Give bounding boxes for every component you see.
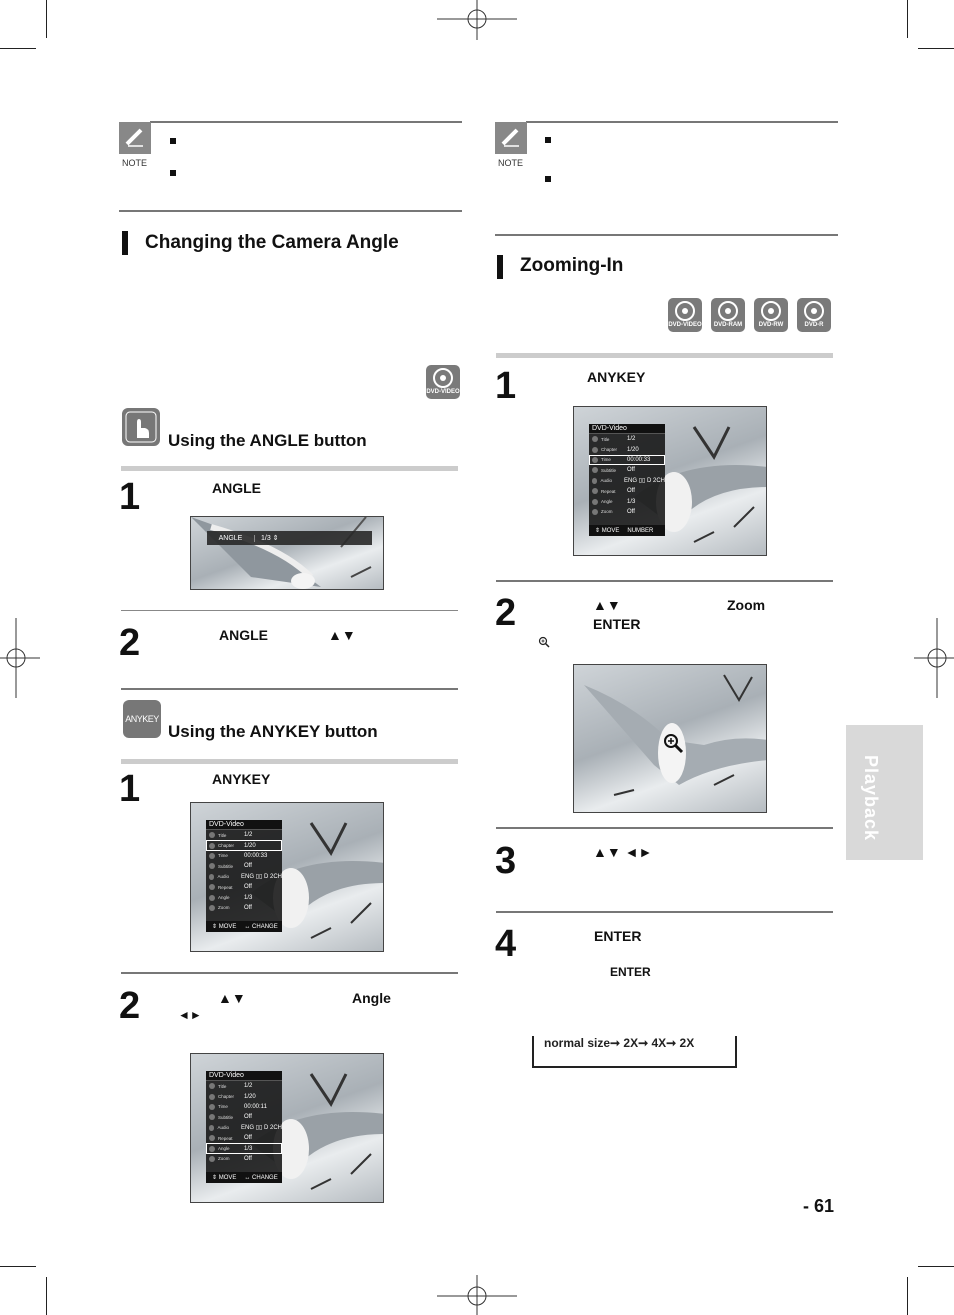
angle-menu-label: Angle bbox=[352, 990, 391, 1006]
registration-mark bbox=[914, 618, 954, 698]
anykey-osd-screenshot-a bbox=[190, 802, 384, 952]
zoom-cursor-screenshot bbox=[573, 664, 767, 813]
step-rule bbox=[496, 911, 833, 913]
note-bullet bbox=[170, 170, 176, 176]
note-top-rule bbox=[150, 121, 462, 123]
dvd-rw-disc-icon: DVD-RW bbox=[754, 298, 788, 332]
osd-footer-move: ⇕ MOVE bbox=[212, 1175, 237, 1181]
crop-mark bbox=[907, 1277, 908, 1315]
enter-button-label: ENTER bbox=[593, 616, 641, 632]
step-number: 4 bbox=[495, 923, 517, 965]
step-rule bbox=[121, 972, 458, 974]
osd-header: DVD-Video bbox=[206, 820, 282, 830]
hand-remote-icon bbox=[122, 408, 160, 446]
note-bullet bbox=[170, 138, 176, 144]
dvd-video-disc-icon: DVD-VIDEO bbox=[668, 298, 702, 332]
angle-osd-label: ANGLE bbox=[207, 535, 255, 542]
step-number: 3 bbox=[495, 840, 517, 882]
page-number: - 61 bbox=[803, 1196, 835, 1216]
step-rule bbox=[121, 688, 458, 690]
crop-mark bbox=[0, 1266, 36, 1267]
up-down-arrows: ▲▼ bbox=[218, 990, 246, 1006]
step-number: 2 bbox=[119, 985, 141, 1027]
enter-button-label: ENTER bbox=[610, 965, 651, 979]
angle-osd-bar bbox=[207, 531, 372, 545]
step-number: 2 bbox=[119, 622, 141, 664]
step-number: 1 bbox=[119, 476, 141, 518]
osd-menu: DVD-Video Title 1/2 Chapter 1/20 Time 00:00:33 Subtitle Off Audio ENG ▯▯ D 2CH Repeat Off Angle 1/3 Zoom Off ⇕ MOVE NUMBER bbox=[589, 424, 665, 536]
direction-arrows: ▲▼ ◄► bbox=[593, 844, 653, 860]
step-number: 1 bbox=[495, 365, 517, 407]
step-rule bbox=[496, 827, 833, 829]
step-rule bbox=[496, 353, 833, 358]
section-title-zooming-in: Zooming-In bbox=[520, 255, 624, 276]
subsection-title-anykey-button: Using the ANYKEY button bbox=[168, 722, 378, 741]
step-rule bbox=[121, 466, 458, 471]
osd-menu: DVD-Video Title 1/2 Chapter 1/20 Time 00:00:33 Subtitle Off Audio ENG ▯▯ D 2CH Repeat Off Angle 1/3 Zoom Off ⇕ MOVE ↔ CHANGE bbox=[206, 820, 282, 932]
step-number: 1 bbox=[119, 768, 141, 810]
angle-button-label: ANGLE bbox=[212, 480, 261, 496]
registration-mark bbox=[0, 618, 40, 698]
dvd-video-disc-icon: DVD-VIDEO bbox=[426, 365, 460, 399]
playback-side-tab bbox=[846, 725, 923, 860]
anykey-remote-icon: ANYKEY bbox=[123, 700, 161, 738]
osd-header: DVD-Video bbox=[206, 1071, 282, 1081]
note-label: NOTE bbox=[498, 158, 524, 168]
osd-menu: DVD-Video Title 1/2 Chapter 1/20 Time 00:00:11 Subtitle Off Audio ENG ▯▯ D 2CH Repeat Off Angle 1/3 Zoom Off ⇕ MOVE ↔ CHANGE bbox=[206, 1071, 282, 1183]
note-bullet bbox=[545, 137, 551, 143]
note-bullet bbox=[545, 176, 551, 182]
dvd-ram-disc-icon: DVD-RAM bbox=[711, 298, 745, 332]
osd-footer-move: ⇕ MOVE bbox=[595, 528, 620, 534]
section-bar bbox=[497, 255, 503, 279]
crop-mark bbox=[0, 48, 36, 49]
left-right-arrows: ◄► bbox=[178, 1008, 202, 1022]
section-bar bbox=[122, 231, 128, 255]
registration-mark bbox=[437, 0, 517, 40]
up-down-arrows: ▲▼ bbox=[328, 627, 356, 643]
crop-mark bbox=[46, 0, 47, 38]
step-rule bbox=[121, 759, 458, 764]
crop-mark bbox=[907, 0, 908, 38]
subsection-title-angle-button: Using the ANGLE button bbox=[168, 431, 367, 450]
angle-button-label: ANGLE bbox=[219, 627, 268, 643]
note-top-rule bbox=[526, 121, 838, 123]
note-bottom-rule bbox=[119, 210, 462, 212]
section-title-camera-angle: Changing the Camera Angle bbox=[145, 232, 399, 253]
side-tab-label: Playback bbox=[861, 755, 881, 842]
dvd-r-disc-icon: DVD-R bbox=[797, 298, 831, 332]
up-down-arrows: ▲▼ bbox=[593, 597, 621, 613]
note-pencil-icon bbox=[495, 122, 527, 154]
angle-osd-value: 1/3 ⇕ bbox=[261, 535, 279, 542]
note-bottom-rule bbox=[495, 234, 838, 236]
osd-footer-number: NUMBER bbox=[627, 527, 654, 534]
registration-mark bbox=[437, 1275, 517, 1315]
zoom-osd-screenshot bbox=[573, 406, 767, 556]
osd-footer-move: ⇕ MOVE bbox=[212, 924, 237, 930]
crop-mark bbox=[918, 1266, 954, 1267]
step-rule bbox=[496, 580, 833, 582]
zoom-magnifier-icon bbox=[538, 636, 550, 648]
anykey-button-label: ANYKEY bbox=[212, 771, 271, 787]
note-label: NOTE bbox=[122, 158, 148, 168]
zoom-menu-label: Zoom bbox=[727, 597, 766, 613]
note-pencil-icon bbox=[119, 122, 151, 154]
enter-button-label: ENTER bbox=[594, 928, 642, 944]
osd-header: DVD-Video bbox=[589, 424, 665, 434]
step-number: 2 bbox=[495, 592, 517, 634]
anykey-button-label: ANYKEY bbox=[587, 369, 646, 385]
angle-osd-screenshot bbox=[190, 516, 384, 590]
osd-footer-change: ↔ CHANGE bbox=[244, 1174, 278, 1181]
anykey-osd-screenshot-b bbox=[190, 1053, 384, 1203]
crop-mark bbox=[918, 48, 954, 49]
crop-mark bbox=[46, 1277, 47, 1315]
step-rule bbox=[121, 610, 458, 611]
osd-footer-change: ↔ CHANGE bbox=[244, 923, 278, 930]
zoom-sequence-text: normal size➞ 2X➞ 4X➞ 2X bbox=[540, 1036, 698, 1050]
